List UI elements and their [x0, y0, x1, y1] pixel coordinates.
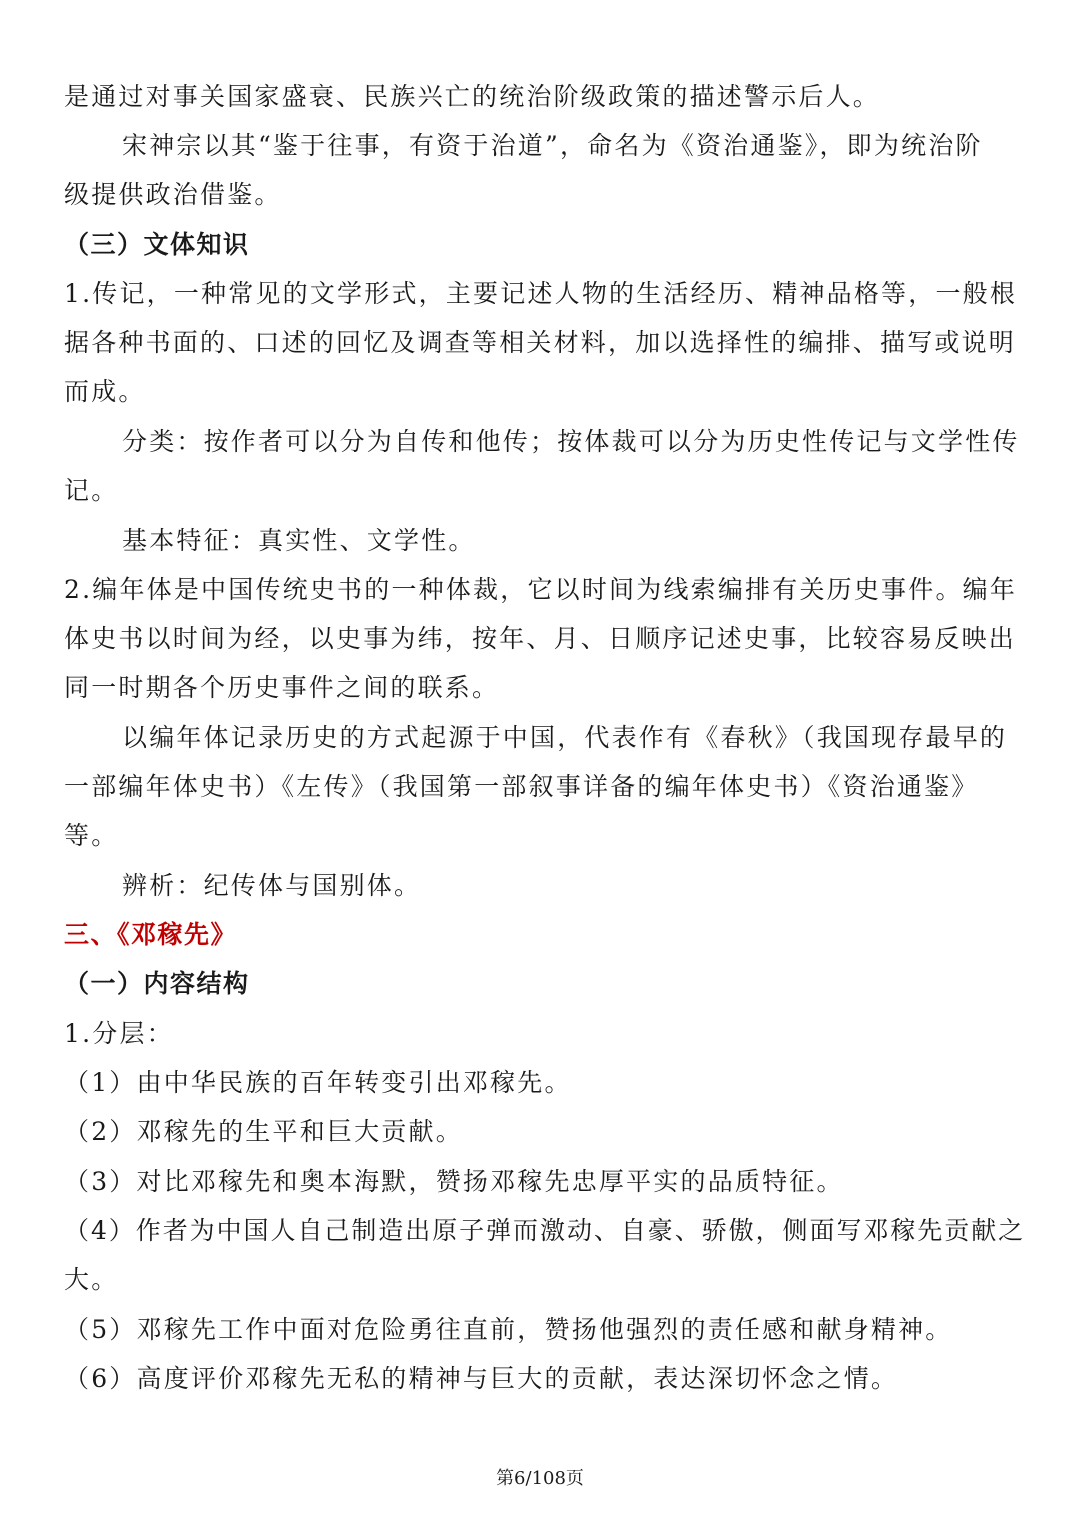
chapter-heading: 三、《邓稼先》 [64, 920, 238, 949]
body-text-line: 宋神宗以其“鉴于往事，有资于治道”，命名为《资治通鉴》，即为统治阶 [122, 131, 983, 160]
body-text-line: 一部编年体史书）《左传》（我国第一部叙事详备的编年体史书）《资治通鉴》 [64, 772, 979, 801]
section-heading: （三）文体知识 [64, 230, 250, 259]
body-text-line: 记。 [64, 476, 119, 505]
list-item: （3）对比邓稼先和奥本海默，赞扬邓稼先忠厚平实的品质特征。 [64, 1167, 844, 1196]
body-text-line: 基本特征：真实性、文学性。 [122, 526, 476, 555]
page-number: 第6/108页 [496, 1468, 584, 1489]
body-text-line: 同一时期各个历史事件之间的联系。 [64, 673, 500, 702]
body-text-line: 1.传记，一种常见的文学形式，主要记述人物的生活经历、精神品格等，一般根 [64, 279, 1018, 308]
body-text-line: 是通过对事关国家盛衰、民族兴亡的统治阶级政策的描述警示后人。 [64, 82, 881, 111]
body-text-line: 体史书以时间为经，以史事为纬，按年、月、日顺序记述史事，比较容易反映出 [64, 624, 1017, 653]
list-item: （4）作者为中国人自己制造出原子弹而激动、自豪、骄傲，侧面写邓稼先贡献之 [64, 1216, 1026, 1245]
body-text-line: 1.分层： [64, 1019, 174, 1048]
list-item: （2）邓稼先的生平和巨大贡献。 [64, 1117, 463, 1146]
body-text-line: 以编年体记录历史的方式起源于中国，代表作有《春秋》（我国现存最早的 [122, 723, 1008, 752]
body-text-line: 而成。 [64, 377, 146, 406]
body-text-line: 等。 [64, 821, 119, 850]
body-text-line: 2.编年体是中国传统史书的一种体裁，它以时间为线索编排有关历史事件。编年 [64, 575, 1018, 604]
body-text-line: 辨析：纪传体与国别体。 [122, 871, 422, 900]
body-text-line: 据各种书面的、口述的回忆及调查等相关材料，加以选择性的编排、描写或说明 [64, 328, 1017, 357]
list-item: （5）邓稼先工作中面对危险勇往直前，赞扬他强烈的责任感和献身精神。 [64, 1315, 953, 1344]
body-text-line: 分类：按作者可以分为自传和他传；按体裁可以分为历史性传记与文学性传 [122, 427, 1020, 456]
list-item: （1）由中华民族的百年转变引出邓稼先。 [64, 1068, 572, 1097]
section-heading: （一）内容结构 [64, 969, 250, 998]
list-item: （6）高度评价邓稼先无私的精神与巨大的贡献，表达深切怀念之情。 [64, 1364, 899, 1393]
list-item: 大。 [64, 1265, 119, 1294]
body-text-line: 级提供政治借鉴。 [64, 180, 282, 209]
